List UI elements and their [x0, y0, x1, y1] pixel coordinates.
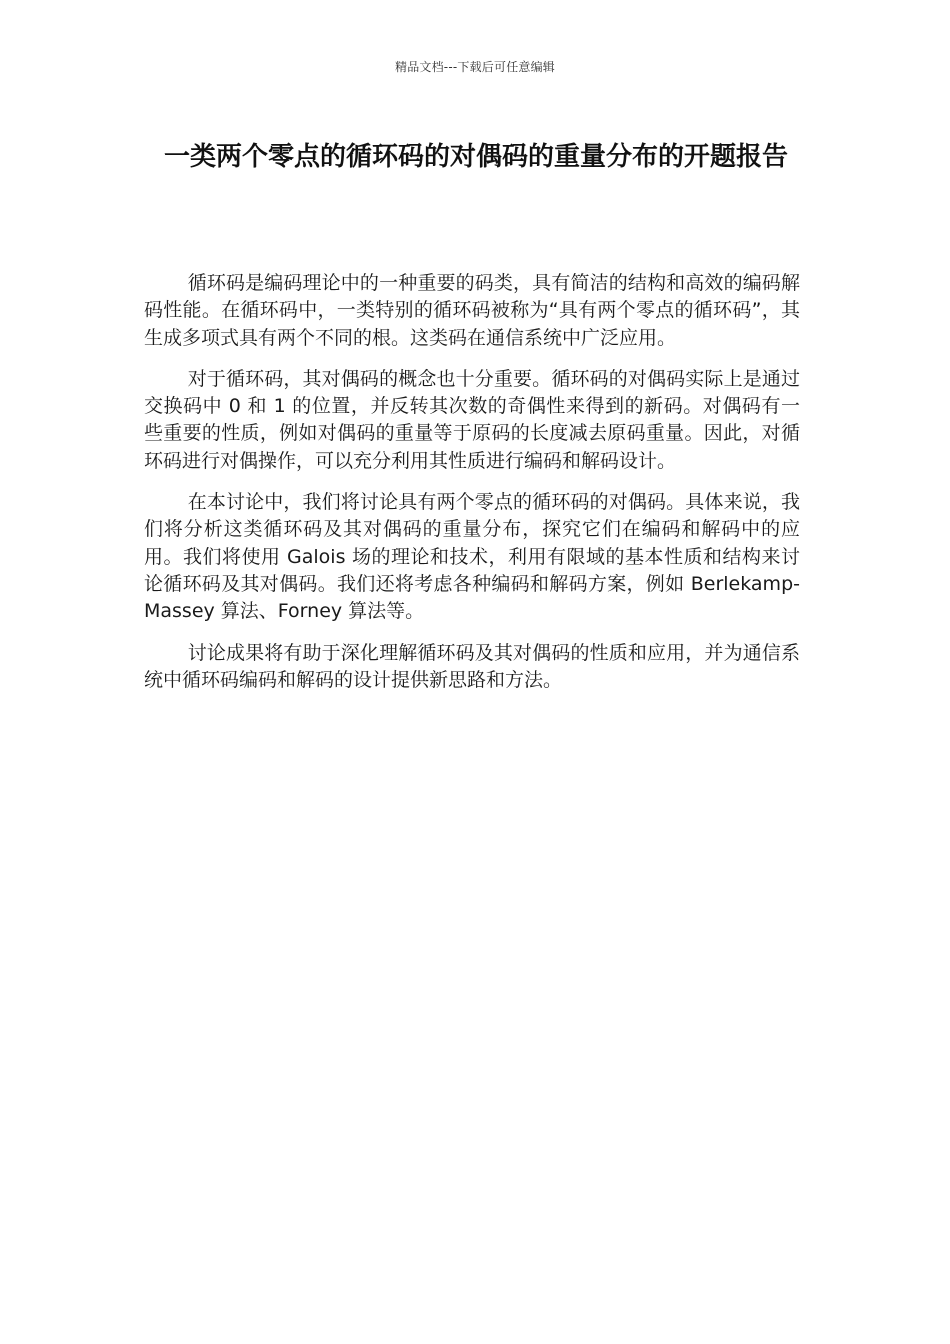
- header-note: 精品文档---下载后可任意编辑: [395, 60, 555, 74]
- paragraph-4: 讨论成果将有助于深化理解循环码及其对偶码的性质和应用，并为通信系统中循环码编码和解码的设计提供新思路和方法。: [144, 641, 800, 691]
- paragraph-2: 对于循环码，其对偶码的概念也十分重要。循环码的对偶码实际上是通过交换码中 0 和 1 的位置，并反转其次数的奇偶性来得到的新码。对偶码有一些重要的性质，例如对偶码的重量等于原码的长度减去原码重量。因此，对循环码进行对偶操作，可以充分利用其性质进行编码和解码设计。: [144, 367, 800, 472]
- paragraph-1: 循环码是编码理论中的一种重要的码类，具有简洁的结构和高效的编码解码性能。在循环码中，一类特别的循环码被称为“具有两个零点的循环码”，其生成多项式具有两个不同的根。这类码在通信系统中广泛应用。: [144, 272, 800, 349]
- document-title: 一类两个零点的循环码的对偶码的重量分布的开题报告: [163, 142, 788, 172]
- document-body: [144, 270, 800, 708]
- paragraph-3: 在本讨论中，我们将讨论具有两个零点的循环码的对偶码。具体来说，我们将分析这类循环码及其对偶码的重量分布，探究它们在编码和解码中的应用。我们将使用 Galois 场的理论和技术，利用有限域的基本性质和结构来讨论循环码及其对偶码。我们还将考虑各种编码和解码方案，例如 Berlekamp-Massey 算法、Forney 算法等。: [144, 491, 800, 623]
